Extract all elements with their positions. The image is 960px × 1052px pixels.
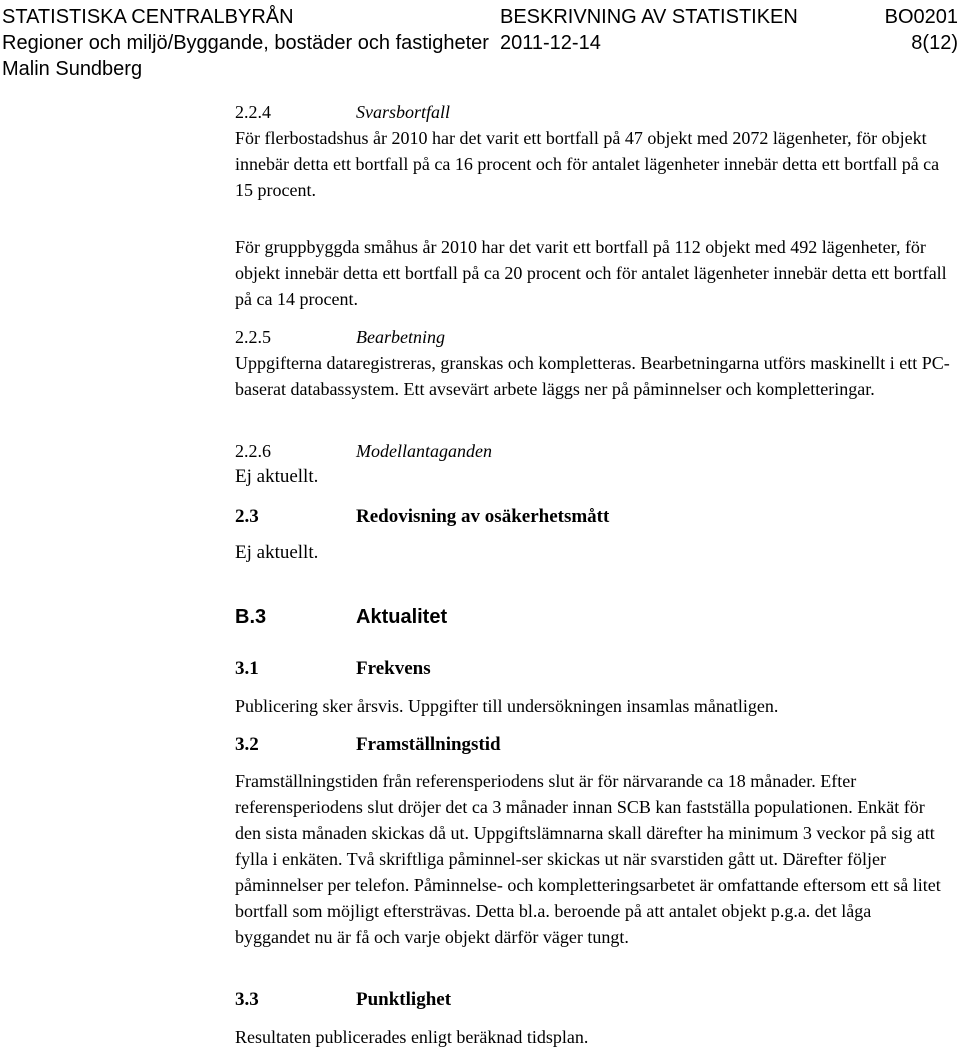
paragraph: Resultaten publicerades enligt beräknad tidsplan. (235, 1027, 589, 1047)
header-doc-code: BO0201 (884, 6, 958, 28)
section-heading (235, 438, 950, 464)
paragraph: Uppgifterna dataregistreras, granskas och kompletteras. Bearbetningarna utförs maskinellt i ett PC-baserat databassystem. Ett avsevärt arbete läggs ner på påminnelser och kompletteringar. (235, 353, 950, 399)
section-number: 2.3 (235, 506, 259, 527)
section-title: Bearbetning (356, 327, 445, 347)
paragraph: För gruppbyggda småhus år 2010 har det varit ett bortfall på 112 objekt med 492 lägenheter, för objekt innebär detta ett bortfall på ca 20 procent och för antalet lägenheter innebär detta ett bortfall på ca 14 procent. (235, 237, 947, 309)
section-number: 2.2.4 (235, 102, 271, 122)
section-heading (235, 504, 950, 530)
section-heading (235, 732, 950, 758)
section-3-1-body (235, 693, 950, 719)
header-author: Malin Sundberg (2, 58, 143, 80)
section-title: Svarsbortfall (356, 102, 451, 122)
section-heading (235, 324, 950, 350)
section-title: Framställningstid (356, 734, 501, 755)
section-2-3-body (235, 540, 950, 566)
section-2-2-5 (235, 324, 950, 402)
section-number: 2.2.5 (235, 327, 271, 347)
header-page-number: 8(12) (911, 32, 958, 54)
chapter-title: Aktualitet (356, 606, 448, 628)
section-title: Punktlighet (356, 989, 452, 1010)
paragraph: Publicering sker årsvis. Uppgifter till undersökningen insamlas månatligen. (235, 696, 779, 716)
paragraph: Ej aktuellt. (235, 542, 319, 563)
section-title: Frekvens (356, 658, 431, 679)
section-3-1 (235, 656, 950, 682)
paragraph: För flerbostadshus år 2010 har det varit ett bortfall på 47 objekt med 2072 lägenheter, för objekt innebär detta ett bortfall på ca 16 procent och för antalet lägenheter innebär detta ett bortfall på ca 15 procent. (235, 128, 940, 200)
section-heading (235, 987, 950, 1013)
chapter-number: B.3 (235, 606, 267, 628)
section-2-2-4-continued (235, 234, 950, 312)
section-title: Redovisning av osäkerhetsmått (356, 506, 610, 527)
paragraph: Ej aktuellt. (235, 466, 319, 487)
chapter-heading (235, 604, 950, 630)
section-2-2-6 (235, 438, 950, 490)
section-3-2-body (235, 768, 950, 950)
section-2-2-4 (235, 99, 950, 203)
section-3-3-body (235, 1024, 950, 1050)
header-line-1 (0, 4, 960, 30)
header-doc-type: BESKRIVNING AV STATISTIKEN (500, 6, 798, 28)
section-title: Modellantaganden (356, 441, 492, 461)
paragraph: Framställningstiden från referensperiodens slut är för närvarande ca 18 månader. Efter referensperiodens slut dröjer det ca 3 månader innan SCB kan fastställa populationen. Enkät för den sista månaden skickas då ut. Uppgiftslämnarna skall därefter ha minimum 3 veckor på sig att fylla i enkäten. Två skriftliga påminnel-ser skickas ut när svarstiden gått ut. Därefter följer påminnelser per telefon. Påminnelse- och kompletteringsarbetet är omfattande eftersom ett så litet bortfall som möjligt eftersträvas. Detta bl.a. beroende på att antalet objekt p.g.a. det låga byggandet nu är få och varje objekt därför väger tungt. (235, 771, 941, 947)
section-heading (235, 99, 950, 125)
section-2-3 (235, 504, 950, 530)
section-number: 2.2.6 (235, 441, 271, 461)
section-3-2 (235, 732, 950, 758)
section-number: 3.2 (235, 734, 259, 755)
section-heading (235, 656, 950, 682)
header-date: 2011-12-14 (500, 32, 601, 54)
header-department: Regioner och miljö/Byggande, bostäder och fastigheter (2, 32, 489, 54)
chapter-b-3 (235, 604, 950, 630)
header-line-3 (0, 56, 960, 82)
section-number: 3.3 (235, 989, 259, 1010)
header-agency: STATISTISKA CENTRALBYRÅN (2, 6, 294, 28)
section-number: 3.1 (235, 658, 259, 679)
section-3-3 (235, 987, 950, 1013)
header-line-2 (0, 30, 960, 56)
